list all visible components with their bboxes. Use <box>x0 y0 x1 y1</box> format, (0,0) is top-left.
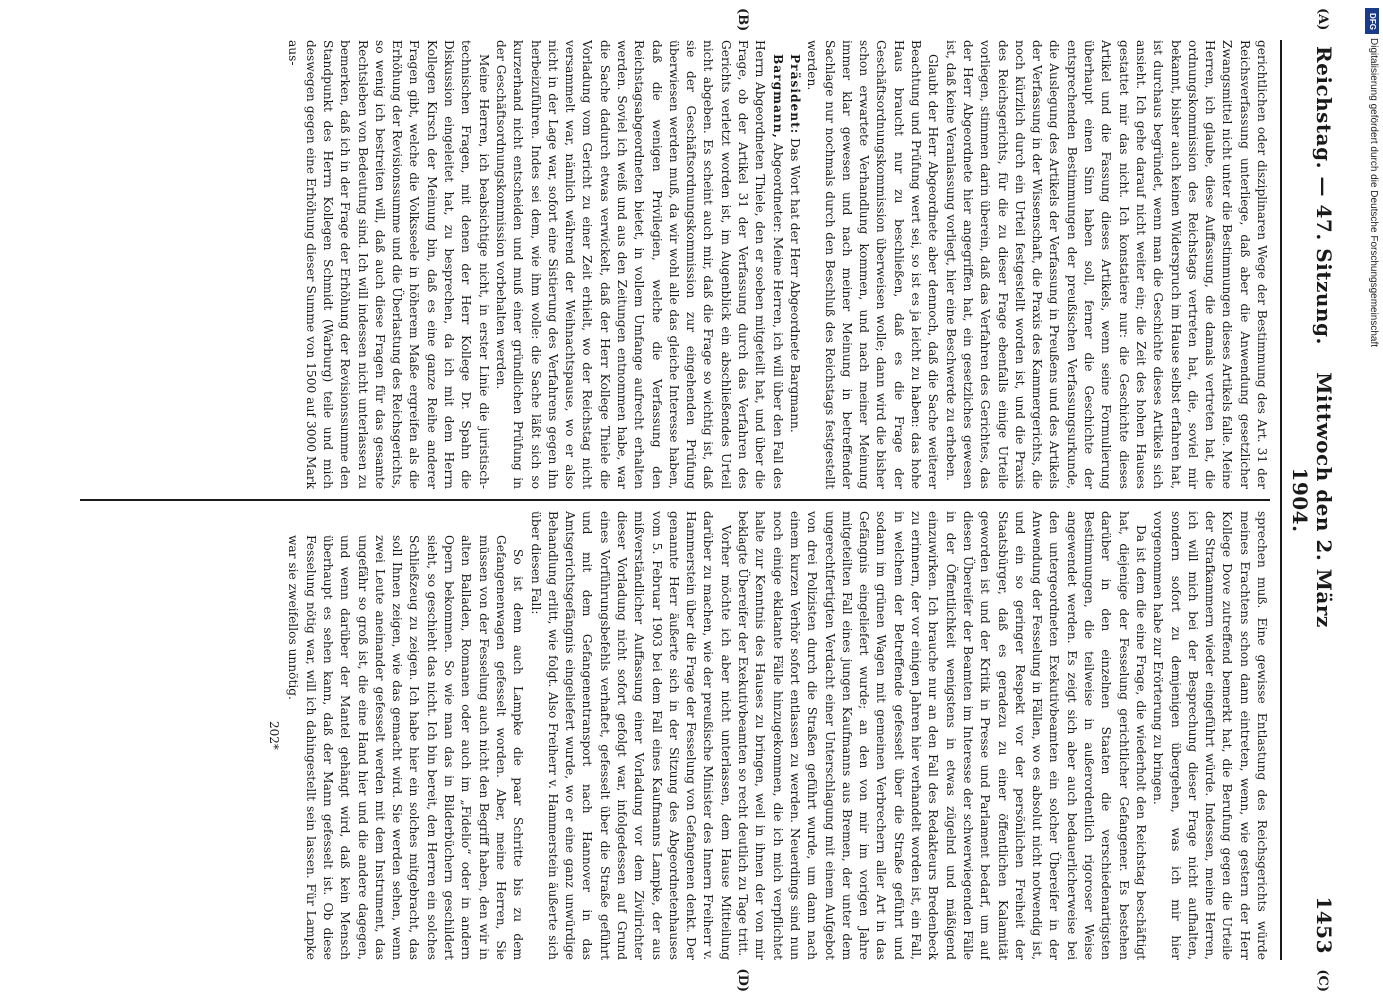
speaker-president: Präsident: <box>787 54 802 135</box>
dfg-credit <box>1365 8 1379 998</box>
page-number: 1453 <box>1312 896 1336 955</box>
page-header <box>1280 40 1336 960</box>
document-page <box>60 0 1370 1000</box>
margin-mark-b: (B) <box>735 8 750 32</box>
president-remark: Das Wort hat der Herr Abgeordnete Bargmann. <box>787 134 802 433</box>
header-session: Reichstag. — 47. Sitzung. <box>1312 46 1336 345</box>
left-paragraph-1: gerichtlichen oder disziplinaren Wege der Bestimmung des Art. 31 der Reichsverfassung unterliege, daß aber die Anwendung gesetzlicher Zwangsmittel nicht unter die Bestimmungen dieses Artikels falle. Meine Herren, ich glaube, diese Auffassung, die damals vertreten hat, die ordnungskommission des Reichstags vertreten hat, die, soviel mir bekannt, bisher auch keinen Widerspruch im Hause selbst erfahren hat, ist durchaus begründet, wenn man die Geschichte dieses Artikels sich ansieht. Ich gehe darauf nicht weiter ein; die Zeit des hohen Hauses gestattet mir das nicht. Ich konstatiere nur: die Geschichte dieses Artikel und die Fassung dieses Artikels, wenn seine Formulierung überhaupt einen Sinn haben soll, ferner die Geschichte der entsprechenden Bestimmungen der preußischen Verfassungsurkunde, die Auslegung des Artikels der Verfassung in Preußens und des Artikels der Verfassung in der Wissenschaft, die Praxis des Kammergerichts, die noch kürzlich durch ein Urteil festgestellt worden ist, und die Praxis des Reichsgerichts, für die zu dieser Frage ebenfalls einige Urteile vorliegen, stimmen darin überein, daß das Verfahren des Gerichtes, das der Herr Abgeordnete hier angegriffen hat, ein gesetzliches gewesen ist, daß keine Veranlassung vorliegt, hier eine Beschwerde zu erheben. <box>943 40 1269 490</box>
bargmann-speech: Abgeordneter: Meine Herren, ich will über den Fall des Herrn Abgeordneten Thiele, den er soeben mitgeteilt hat, und über die Frage, ob der Artikel 31 der Verfassung durch das Verfahren des Gerichts verletzt worden ist, im Augenblick ein abschließendes Urteil nicht abgeben. Es scheint auch mir, daß die Frage so wichtig ist, daß sie der Geschäftsordnungskommission zur eingehenden Prüfung überwiesen werden muß, da wir wohl alle das gleiche Interesse haben, daß die wenigen Privilegien, welche die Verfassung den Reichstagsabgeordneten bietet, in vollem Umfange aufrecht erhalten werden. Soviel ich weiß und aus den Zeitungen entnommen habe, war die Sache dadurch etwas verwickelt, daß der Herr Kollege Thiele die Vorladung vom Gericht zu einer Zeit erhielt, wo der Reichstag nicht versammelt war, nämlich während der Weihnachtspause, wo er also nicht in der Lage war, sofort eine Sistierung des Verfahrens gegen ihn herbeizuführen. Indes sei dem, wie ihm wolle: die Sache läßt sich so kurzerhand nicht entscheiden und muß einer gründlichen Prüfung in der Geschäftsordnungskommission vorbehalten werden. <box>493 40 785 490</box>
left-paragraph-5: Meine Herren, ich beabsichtige nicht, in erster Linie die juristisch-technischen Fragen, mit denen der Herr Kollege Dr. Spahn die Diskussion eingeleitet hat, zu besprechen, da ich mit dem Herrn Kollegen Kirsch der Meinung bin, daß es eine ganze Reihe anderer Fragen gibt, welche die Volksseele in höherem Maße ergreifen als die Erhöhung der Revisionssumme und die Überlastung des Reichsgerichts, so wenig ich bestreiten will, daß auch diese Fragen für das gesamte Rechtsleben von Bedeutung sind. Ich will indessen nicht unterlassen zu bemerken, daß ich in der Frage der Erhöhung der Revisionssumme den Standpunkt des Herrn Kollegen Schmidt (Warburg) teile und mich deswegen gegen eine Erhöhung dieser Summe von 1500 auf 3000 Mark aus- <box>286 40 491 490</box>
margin-mark-c: (C) <box>1315 969 1330 992</box>
dfg-logo: DFG <box>1365 8 1379 34</box>
right-column <box>80 511 1270 960</box>
signature-mark: 202* <box>267 721 282 750</box>
margin-mark-a: (A) <box>1315 8 1330 31</box>
right-paragraph-1: sprechen muß. Eine gewisse Entlastung des Reichsgerichts würde meines Erachtens schon dann eintreten, wenn, wie gestern der Herr Kollege Dove zutreffend bemerkt hat, die Berufung gegen die Urteile der Strafkammern wieder eingeführt würde. Indessen, meine Herren, ich will mich bei der Besprechung dieser Frage nicht aufhalten, sondern sofort zu demjenigen übergehen, was ich mir hier vorgenommen habe zur Erörterung zu bringen. <box>1151 510 1269 960</box>
left-column <box>80 40 1270 489</box>
left-paragraph-3 <box>786 40 803 489</box>
left-paragraph-2: Glaubt der Herr Abgeordnete aber dennoch, daß die Sache weiterer Beachtung und Prüfung wert sei, so ist es ja leicht zu haben: das hohe Haus braucht nur zu beschließen, daß es die Frage der Geschäftsordnungskommission überweisen wolle; dann wird die bisher schon erwartete Verhandlung kommen, und nach meiner Meinung immer klar gewesen und nach meiner Meinung in betreffender Sachlage nur nochmals durch den Beschluß des Reichstags festgestellt werden. <box>805 40 941 490</box>
margin-mark-d: (D) <box>735 968 750 992</box>
hammerstein-quote: So ist denn auch Lampke die paar Schritte bis zu dem Gefangenenwagen gefesselt worden. Aber, meine Herren, Sie müssen von der Fesselung auch nicht den Begriff haben, den wir in alten Balladen, Romanen oder auch im „Fidelio“ oder in andern Opern bekommen. So wie man das in Bilderbüchern geschildert sieht, so geschieht das nicht. Ich bin bereit, den Herren ein solches Schließzeug zu zeigen. Ich habe hier ein solches mitgebracht, das soll Ihnen zeigen, wie das gemacht wird. Sie werden sehen, wenn zwei Leute aneinander gefesselt werden mit dem Instrument, das ungefähr so groß ist, die eine Hand hier und die andere dagegen, und wenn darüber der Mantel gehängt wird, daß kein Mensch überhaupt es sehen kann, daß der Mann gefesselt ist. Ob diese Fesselung nötig war, will ich dahingestellt sein lassen. Für Lampke war sie zweifellos unnötig. <box>286 534 526 960</box>
right-paragraph-3: Vorher möchte ich aber nicht unterlassen, dem Hause Mitteilung darüber zu machen, wie der preußische Minister des Innern Freiherr v. Hammerstein über die Frage der Fesselung von Gefangenen denkt. Der genannte Herr äußerte sich in der Sitzung des Abgeordnetenhauses vom 5. Februar 1903 bei dem Fall eines Kaufmanns Lampke, der aus mißverständlicher Auffassung einer Vorladung vor dem Zivilrichter dieser Vorladung nicht sofort gefolgt war, infolgedessen auf Grund eines Vorführungsbefehls verhaftet, gefesselt über die Straße geführt und mit dem Gefangenentransport nach Hannover in das Amtsgerichtsgefängnis eingeliefert wurde, wo er eine ganz unwürdige Behandlung erlitt, wie folgt. Also Freiherr v. Hammerstein äußerte sich über diesen Fall: <box>528 510 733 960</box>
right-paragraph-2: Da ist dem die eine Frage, die wiederholt den Reichstag beschäftigt hat, diejenige der Fesselung gerichtlicher Gefangener. Es bestehen darüber in den einzelnen Staaten die verschiedenartigsten Bestimmungen, die teilweise in außerordentlich rigoroser Weise angewendet werden. Es zeigt sich aber auch bedauerlicherweise bei den untergeordneten Exekutivbeamten ein solcher Übereifer in der Anwendung der Fesselung in Fällen, wo es absolut nicht notwendig ist, und ein so geringer Respekt vor der persönlichen Freiheit der Staatsbürger, daß es geradezu zu einer öffentlichen Kalamität geworden ist und der Kritik in Presse und Parlament bedarf, um auf diesen Übereifer der Beamten im Interesse der schwerwiegenden Fälle in der Öffentlichkeit wenigstens in etwas zügelnd und mäßigend einzuwirken. Ich brauche nur an den Fall des Redakteurs Bredenbeck zu erinnern, der vor einigen Jahren hier verhandelt worden ist, ein Fall, in welchem der Betreffende gefesselt über die Straße geführt und sodann im grünen Wagen mit gemeinen Verbrechern aller Art in das Gefängnis eingeliefert wurde; an den von mir im vorigen Jahre mitgeteilten Fall eines jungen Kaufmanns aus Bremen, der unter dem ungerechtfertigten Verdacht einer Unterschlagung mit einem Aufgebot von drei Polizisten durch die Straßen geführt wurde, um dann nach einem kurzen Verhör sofort entlassen zu werden. Neuerdings sind nun noch einige eklatante Fälle hinzugekommen, die ich mich verpflichtet halte zur Kenntnis des Hauses zu bringen, weil in ihnen der von mir beklagte Übereifer der Exekutivbeamten so recht deutlich zu Tage tritt. <box>736 510 1148 960</box>
column-divider <box>80 499 1270 501</box>
left-paragraph-4 <box>492 40 786 489</box>
speaker-bargmann: Bargmann, <box>770 54 785 139</box>
text-columns <box>80 40 1270 960</box>
dfg-credit-text: Digitalisierung gefördert durch die Deutsche Forschungsgemeinschaft <box>1368 38 1379 348</box>
header-date: Mittwoch den 2. März 1904. <box>1288 372 1336 628</box>
